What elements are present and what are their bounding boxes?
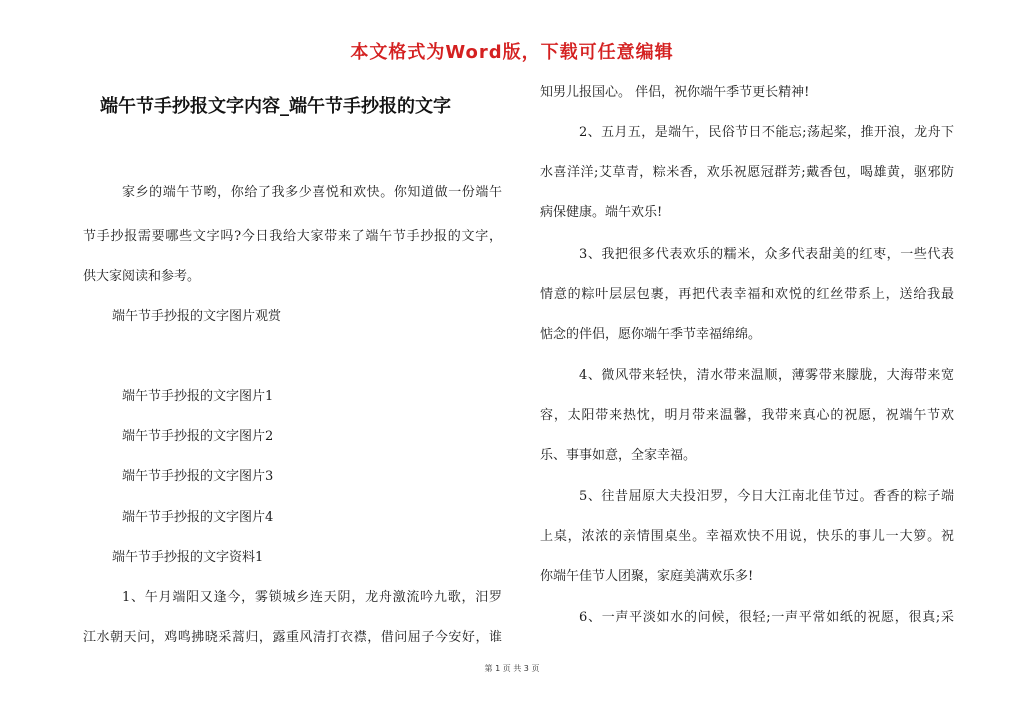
document-title: 端午节手抄报文字内容_端午节手抄报的文字: [100, 96, 451, 117]
image-caption-4: 端午节手抄报的文字图片4: [122, 510, 274, 525]
item4-line-2: 容，太阳带来热忱，明月带来温馨，我带来真心的祝愿，祝端午节欢: [540, 408, 954, 423]
page-footer: 第 1 页 共 3 页: [484, 664, 540, 673]
materials-heading: 端午节手抄报的文字资料1: [112, 550, 264, 565]
item4-line-3: 乐、事事如意，全家幸福。: [540, 448, 697, 463]
item5-line-1: 5、往昔屈原大夫投汨罗，今日大江南北佳节过。香香的粽子端: [579, 489, 954, 504]
item2-line-1: 2、五月五，是端午，民俗节日不能忘;荡起桨，推开浪，龙舟下: [579, 125, 954, 140]
item3-line-3: 惦念的伴侣，愿你端午季节幸福绵绵。: [540, 327, 762, 342]
image-caption-2: 端午节手抄报的文字图片2: [122, 429, 274, 444]
image-caption-3: 端午节手抄报的文字图片3: [122, 469, 274, 484]
item4-line-1: 4、微风带来轻快，清水带来温顺，薄雾带来朦胧，大海带来宽: [579, 368, 954, 383]
intro-line-3: 供大家阅读和参考。: [83, 269, 201, 284]
item1-line-3: 知男儿报国心。 伴侣，祝你端午季节更长精神!: [540, 85, 810, 100]
image-caption-1: 端午节手抄报的文字图片1: [122, 389, 274, 404]
item3-line-1: 3、我把很多代表欢乐的糯米，众多代表甜美的红枣，一些代表: [579, 247, 954, 262]
download-banner: 本文格式为Word版，下载可任意编辑: [350, 42, 674, 63]
item2-line-3: 病保健康。端午欢乐!: [540, 205, 663, 220]
intro-line-1: 家乡的端午节哟，你给了我多少喜悦和欢快。你知道做一份端午: [122, 185, 502, 200]
section-heading: 端午节手抄报的文字图片观赏: [112, 309, 282, 324]
item2-line-2: 水喜洋洋;艾草青，粽米香，欢乐祝愿冠群芳;戴香包，喝雄黄，驱邪防: [540, 165, 954, 180]
item1-line-1: 1、午月端阳又逢今，雾锁城乡连天阴，龙舟激流吟九歌，汨罗: [122, 590, 502, 605]
item5-line-3: 你端午佳节人团聚，家庭美满欢乐多!: [540, 569, 754, 584]
item1-line-2: 江水朝天问，鸡鸣拂晓采蒿归，露重风清打衣襟，借问屈子今安好，谁: [83, 630, 502, 645]
intro-line-2: 节手抄报需要哪些文字吗?今日我给大家带来了端午节手抄报的文字，: [83, 229, 502, 244]
item6-line-1: 6、一声平淡如水的问候，很轻;一声平常如纸的祝愿，很真;采: [579, 610, 954, 625]
item3-line-2: 情意的粽叶层层包裹，再把代表幸福和欢悦的红丝带系上，送给我最: [540, 287, 954, 302]
item5-line-2: 上桌，浓浓的亲情围桌坐。幸福欢快不用说，快乐的事儿一大箩。祝: [540, 529, 954, 544]
